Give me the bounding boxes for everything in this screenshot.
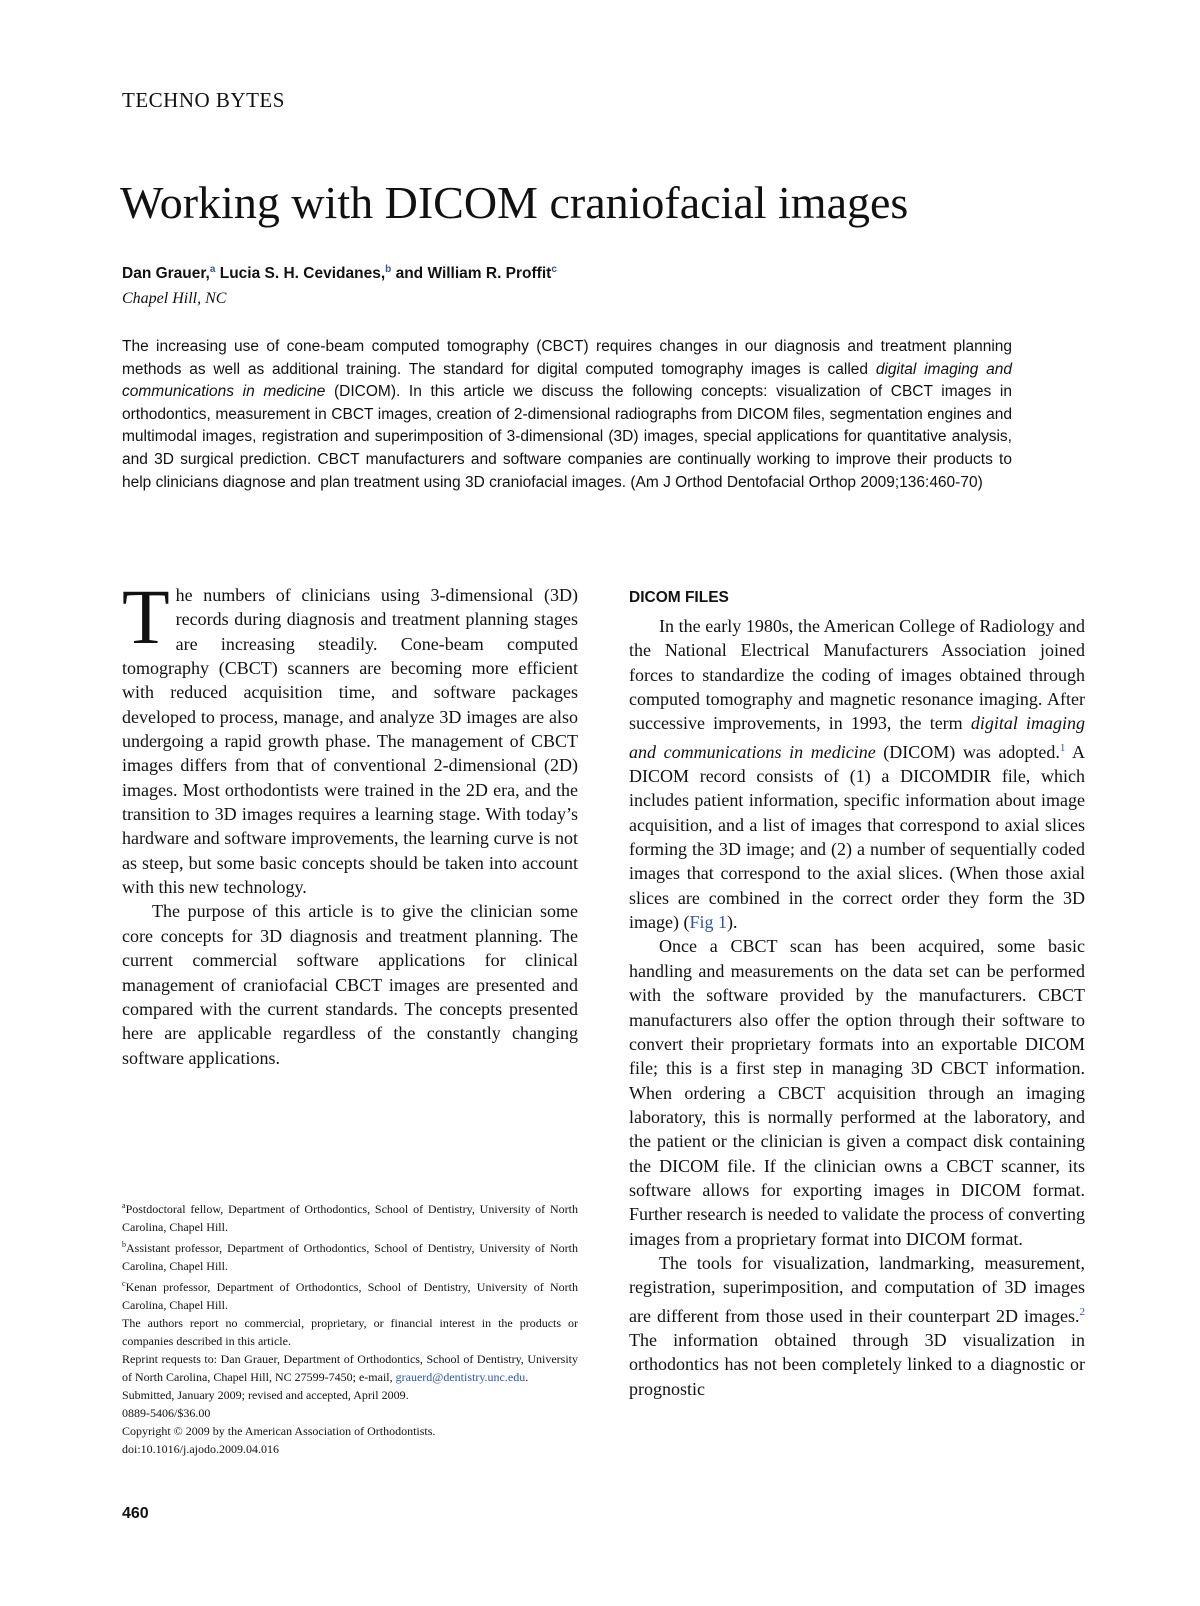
article-title: Working with DICOM craniofacial images [120,177,909,228]
author-name: William R. Proffit [427,265,552,283]
author-list [122,264,557,283]
right-column [629,588,1085,1401]
paragraph-text: (DICOM) was adopted. [883,741,1060,762]
abstract-text: (DICOM). In this article we discuss the following concepts: visualization of CBCT images in orthodontics, measurement in CBCT images, creation of 2-dimensional radiographs from DICOM files, segmentation engines and multimodal images, registration and superimposition of 3-dimensional (3D) images, special applications for quantitative analysis, and 3D surgical prediction. CBCT manufacturers and software companies are continually working to improve their products to help clinicians diagnose and plan treatment using 3D craniofacial images. (Am J Orthod Dentofacial Orthop 2009;136:460-70) [122,383,1012,491]
cbct-export-paragraph: Once a CBCT scan has been acquired, some basic handling and measurements on the data set can be performed with the software provided by the manufacturers. CBCT manufacturers also offer the option through their software to convert their proprietary formats into an exportable DICOM file; this is a first step in managing 3D CBCT information. When ordering a CBCT acquisition through an imaging laboratory, this is normally performed at the laboratory, and the patient or the clinician is given a compact disk containing the DICOM file. If the clinician owns a CBCT scanner, its software allows for exporting images in DICOM format. Further research is needed to validate the process of converting images from a proprietary format into DICOM format. [629,936,1085,1249]
footnote-mark: c [122,1279,126,1288]
paragraph-text: he numbers of clinicians using 3-dimensional (3D) records during diagnosis and treatment planning stages are increasing steadily. Cone-beam computed tomography (CBCT) scanners are becoming more efficient with reduced acquisition time, and software packages developed to process, manage, and analyze 3D images are also undergoing a rapid growth phase. The management of CBCT images differs from that of conventional 2-dimensional (2D) images. Most orthodontists were trained in the 2D era, and the transition to 3D images requires a learning stage. With today’s hardware and software improvements, the learning curve is not as steep, but some basic concepts should be taken into account with this new technology. [122,585,578,898]
figure-link[interactable]: Fig 1 [689,912,727,933]
disclosure-note: The authors report no commercial, proprietary, or financial interest in the products or companies described in this article. [122,1316,578,1348]
doi: doi:10.1016/j.ajodo.2009.04.016 [122,1442,279,1456]
italic-term: digital imaging and communications in medicine [629,713,1085,762]
issn: 0889-5406/$36.00 [122,1406,211,1420]
reprint-text-end: . [525,1370,529,1384]
author-name: Dan Grauer, [122,265,210,283]
paragraph-text: The information obtained through 3D visualization in orthodontics has not been completely linked to a diagnostic or prognostic [629,1329,1085,1399]
footnote-text: Kenan professor, Department of Orthodontics, School of Dentistry, University of North Carolina, Chapel Hill. [122,1280,578,1312]
tools-paragraph [629,1251,1085,1401]
affiliation-mark[interactable]: b [385,264,392,275]
footnote-mark: b [122,1240,126,1249]
purpose-paragraph: The purpose of this article is to give the clinician some core concepts for 3D diagnosis and treatment planning. The current commercial software applications for clinical management of craniofacial CBCT images are presented and compared with the current standards. The concepts presented here are applicable regardless of the constantly changing software applications. [122,901,578,1068]
paragraph-text: A DICOM record consists of (1) a DICOMDIR file, which includes patient information, specific information about image acquisition, and a list of images that correspond to axial slices forming the 3D image; and (2) a number of sequentially coded images that correspond to the axial slices. (When those axial slices are combined in the correct order they form the 3D image) ( [629,741,1085,933]
paragraph-text: The tools for visualization, landmarking, measurement, registration, superimposition, and computation of 3D images are different from those used in their counterpart 2D images. [629,1252,1085,1326]
paragraph-text: ). [726,912,738,933]
footnote [122,1275,578,1314]
abstract [122,336,1012,494]
author-location: Chapel Hill, NC [122,290,227,307]
reprint-text: Reprint requests to: Dan Grauer, Department of Orthodontics, School of Dentistry, University of North Carolina, Chapel Hill, NC 27599-7450; e-mail, [122,1352,578,1384]
author-conjunction: and [395,265,424,283]
footnote-text: Postdoctoral fellow, Department of Orthodontics, School of Dentistry, University of North Carolina, Chapel Hill. [122,1202,578,1234]
paragraph-text: In the early 1980s, the American College of Radiology and the National Electrical Manufacturers Association joined forces to standardize the coding of images obtained through computed tomography and magnetic resonance imaging. After successive improvements, in 1993, the term [629,616,1085,734]
drop-cap: T [122,573,170,660]
copyright: Copyright © 2009 by the American Association of Orthodontists. [122,1424,436,1438]
page-number: 460 [122,1505,149,1522]
affiliation-mark[interactable]: a [209,264,216,275]
email-link[interactable]: grauerd@dentistry.unc.edu [395,1370,526,1384]
footnote-text: Assistant professor, Department of Orthodontics, School of Dentistry, University of North Carolina, Chapel Hill. [122,1241,578,1273]
abstract-text: The increasing use of cone-beam computed tomography (CBCT) requires changes in our diagnosis and treatment planning methods as well as additional training. The standard for digital computed tomography images is called [122,338,1012,378]
author-name: Lucia S. H. Cevidanes, [219,265,386,283]
dicom-history-paragraph [629,614,1085,934]
section-heading: DICOM FILES [629,589,729,606]
footnotes [122,1197,578,1458]
abstract-italic-term: digital imaging and communications in medicine [122,360,1012,401]
left-column [122,573,578,1070]
footnote-mark: a [122,1201,126,1210]
intro-paragraph [122,573,578,899]
reference-link[interactable]: 1 [1059,741,1066,754]
submission-dates: Submitted, January 2009; revised and accepted, April 2009. [122,1388,409,1402]
footnote [122,1236,578,1275]
reprint-note [122,1350,578,1386]
section-label: TECHNO BYTES [122,88,285,112]
affiliation-mark[interactable]: c [551,264,557,275]
footnote [122,1197,578,1236]
reference-link[interactable]: 2 [1079,1305,1085,1318]
